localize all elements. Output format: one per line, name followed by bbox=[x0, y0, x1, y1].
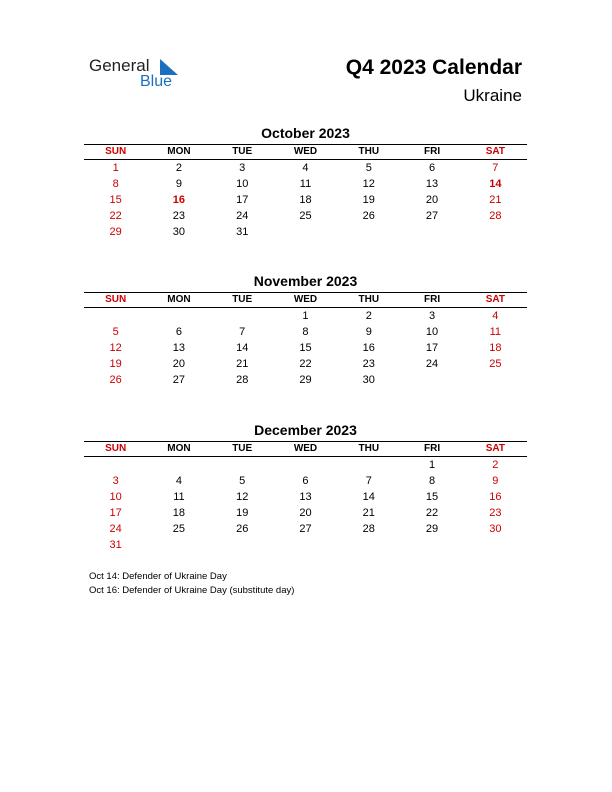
day-cell: 26 bbox=[236, 523, 249, 535]
day-cell: 10 bbox=[236, 178, 249, 190]
day-cell: 18 bbox=[299, 194, 312, 206]
day-cell bbox=[400, 537, 463, 553]
day-cell: 21 bbox=[362, 507, 375, 519]
day-cell: 31 bbox=[236, 226, 249, 238]
month-title: October 2023 bbox=[261, 125, 350, 141]
day-cell bbox=[147, 537, 210, 553]
day-cell bbox=[147, 308, 210, 324]
holiday-note: Oct 16: Defender of Ukraine Day (substitute day) bbox=[89, 585, 295, 596]
month-title: December 2023 bbox=[254, 422, 357, 438]
day-cell: 8 bbox=[428, 475, 436, 487]
day-cell: 22 bbox=[425, 507, 439, 519]
country-name: Ukraine bbox=[463, 86, 522, 105]
day-cell: 19 bbox=[236, 507, 249, 519]
weekday-header-row bbox=[84, 292, 527, 308]
weekday-label: THU bbox=[358, 294, 380, 305]
day-cell: 2 bbox=[365, 310, 372, 322]
day-cell bbox=[337, 537, 400, 553]
day-cell: 20 bbox=[172, 358, 186, 370]
day-cell bbox=[274, 457, 337, 473]
day-cell bbox=[400, 224, 463, 240]
day-cell: 1 bbox=[302, 310, 309, 322]
weekday-label: SUN bbox=[105, 146, 127, 157]
day-cell: 27 bbox=[299, 523, 312, 535]
month-december bbox=[84, 421, 527, 553]
day-cell bbox=[211, 537, 274, 553]
day-cell: 7 bbox=[365, 475, 372, 487]
day-cell bbox=[211, 308, 274, 324]
day-cell: 20 bbox=[425, 194, 439, 206]
week-row bbox=[84, 176, 527, 192]
weekday-label: SUN bbox=[105, 443, 127, 454]
day-cell: 12 bbox=[236, 491, 249, 503]
weekday-label: TUE bbox=[232, 443, 253, 454]
week-row bbox=[84, 308, 527, 324]
day-cell: 24 bbox=[236, 210, 249, 222]
day-cell bbox=[211, 457, 274, 473]
day-cell bbox=[84, 457, 147, 473]
weekday-label: WED bbox=[293, 294, 318, 305]
week-row bbox=[84, 537, 527, 553]
calendar-title: Q4 2023 Calendar bbox=[345, 56, 522, 79]
day-cell: 26 bbox=[109, 374, 122, 386]
day-cell bbox=[147, 457, 210, 473]
day-cell: 14 bbox=[236, 342, 249, 354]
weekday-label: FRI bbox=[423, 443, 441, 454]
weekday-header-row bbox=[84, 144, 527, 160]
day-cell: 23 bbox=[489, 507, 502, 519]
week-row bbox=[84, 489, 527, 505]
day-cell: 4 bbox=[175, 475, 182, 487]
weekday-label: FRI bbox=[423, 146, 441, 157]
day-cell: 9 bbox=[492, 475, 499, 487]
day-cell: 15 bbox=[109, 194, 122, 206]
day-cell: 12 bbox=[362, 178, 375, 190]
day-cell: 10 bbox=[425, 326, 439, 338]
day-cell: 14 bbox=[362, 491, 375, 503]
day-cell: 7 bbox=[492, 162, 499, 174]
week-row bbox=[84, 521, 527, 537]
day-cell: 17 bbox=[109, 507, 122, 519]
day-cell: 15 bbox=[425, 491, 439, 503]
day-cell: 18 bbox=[172, 507, 186, 519]
weekday-label: MON bbox=[167, 294, 191, 305]
day-cell: 13 bbox=[299, 491, 312, 503]
day-cell: 8 bbox=[112, 178, 119, 190]
day-cell: 30 bbox=[489, 523, 502, 535]
day-cell: 26 bbox=[362, 210, 375, 222]
weekday-label: SAT bbox=[485, 294, 505, 305]
day-cell: 27 bbox=[425, 210, 439, 222]
day-cell: 15 bbox=[299, 342, 312, 354]
weekday-label: THU bbox=[358, 443, 380, 454]
day-cell: 27 bbox=[172, 374, 186, 386]
holiday-notes bbox=[89, 570, 294, 598]
day-cell: 1 bbox=[428, 459, 436, 471]
day-cell: 28 bbox=[236, 374, 249, 386]
day-cell: 8 bbox=[302, 326, 309, 338]
day-cell: 6 bbox=[302, 475, 309, 487]
weekday-label: SAT bbox=[485, 443, 505, 454]
day-cell: 29 bbox=[109, 226, 122, 238]
day-cell: 24 bbox=[109, 523, 122, 535]
weekday-label: TUE bbox=[232, 146, 253, 157]
day-cell: 3 bbox=[239, 162, 246, 174]
day-cell: 17 bbox=[425, 342, 439, 354]
week-row bbox=[84, 457, 527, 473]
holiday-note: Oct 14: Defender of Ukraine Day bbox=[89, 571, 227, 582]
day-cell: 17 bbox=[236, 194, 249, 206]
day-cell: 19 bbox=[109, 358, 122, 370]
day-cell: 4 bbox=[492, 310, 499, 322]
day-cell: 19 bbox=[362, 194, 375, 206]
month-november bbox=[84, 272, 527, 388]
week-row bbox=[84, 505, 527, 521]
day-cell bbox=[274, 537, 337, 553]
week-row bbox=[84, 192, 527, 208]
week-row bbox=[84, 372, 527, 388]
day-cell: 9 bbox=[175, 178, 182, 190]
day-cell bbox=[84, 308, 147, 324]
day-cell: 2 bbox=[492, 459, 499, 471]
day-cell: 16 bbox=[172, 194, 186, 206]
day-cell: 5 bbox=[239, 475, 246, 487]
logo-text-general: General bbox=[89, 56, 150, 75]
week-row bbox=[84, 160, 527, 176]
day-cell: 24 bbox=[425, 358, 439, 370]
day-cell: 11 bbox=[173, 491, 185, 503]
day-cell: 9 bbox=[365, 326, 372, 338]
day-cell: 13 bbox=[172, 342, 186, 354]
weekday-header-row bbox=[84, 441, 527, 457]
weekday-label: FRI bbox=[423, 294, 441, 305]
day-cell: 23 bbox=[362, 358, 375, 370]
generalblue-logo bbox=[89, 56, 189, 94]
day-cell: 22 bbox=[109, 210, 122, 222]
day-cell: 28 bbox=[489, 210, 502, 222]
day-cell: 23 bbox=[172, 210, 186, 222]
month-october bbox=[84, 124, 527, 240]
day-cell: 16 bbox=[489, 491, 502, 503]
day-cell: 30 bbox=[362, 374, 375, 386]
day-cell bbox=[464, 372, 527, 388]
day-cell: 16 bbox=[362, 342, 375, 354]
day-cell bbox=[337, 224, 400, 240]
week-row bbox=[84, 340, 527, 356]
day-cell: 29 bbox=[299, 374, 312, 386]
day-cell: 1 bbox=[112, 162, 119, 174]
day-cell: 29 bbox=[425, 523, 439, 535]
day-cell: 11 bbox=[299, 178, 312, 190]
month-title: November 2023 bbox=[253, 273, 358, 289]
day-cell: 25 bbox=[489, 358, 502, 370]
logo-text-blue: Blue bbox=[140, 73, 173, 90]
weekday-label: MON bbox=[167, 146, 191, 157]
weekday-label: SAT bbox=[485, 146, 505, 157]
weekday-label: WED bbox=[293, 146, 318, 157]
day-cell: 10 bbox=[109, 491, 122, 503]
day-cell bbox=[337, 457, 400, 473]
week-row bbox=[84, 356, 527, 372]
day-cell: 20 bbox=[299, 507, 312, 519]
day-cell: 14 bbox=[489, 178, 502, 190]
day-cell: 5 bbox=[365, 162, 372, 174]
day-cell: 4 bbox=[302, 162, 309, 174]
week-row bbox=[84, 208, 527, 224]
day-cell bbox=[464, 224, 527, 240]
day-cell bbox=[464, 537, 527, 553]
day-cell: 11 bbox=[489, 326, 502, 338]
day-cell: 18 bbox=[489, 342, 502, 354]
week-row bbox=[84, 473, 527, 489]
day-cell: 28 bbox=[362, 523, 375, 535]
day-cell bbox=[400, 372, 463, 388]
day-cell: 21 bbox=[489, 194, 502, 206]
day-cell: 31 bbox=[109, 539, 122, 551]
day-cell: 3 bbox=[428, 310, 436, 322]
weekday-label: SUN bbox=[105, 294, 127, 305]
day-cell: 13 bbox=[425, 178, 439, 190]
day-cell: 21 bbox=[236, 358, 249, 370]
day-cell: 30 bbox=[172, 226, 186, 238]
day-cell: 6 bbox=[175, 326, 182, 338]
day-cell: 12 bbox=[109, 342, 122, 354]
weekday-label: MON bbox=[167, 443, 191, 454]
day-cell bbox=[274, 224, 337, 240]
week-row bbox=[84, 324, 527, 340]
day-cell: 3 bbox=[112, 475, 119, 487]
day-cell: 22 bbox=[299, 358, 312, 370]
day-cell: 7 bbox=[239, 326, 246, 338]
day-cell: 6 bbox=[428, 162, 436, 174]
day-cell: 2 bbox=[175, 162, 182, 174]
day-cell: 5 bbox=[112, 326, 119, 338]
weekday-label: THU bbox=[358, 146, 380, 157]
day-cell: 25 bbox=[172, 523, 186, 535]
weekday-label: WED bbox=[293, 443, 318, 454]
week-row bbox=[84, 224, 527, 240]
weekday-label: TUE bbox=[232, 294, 253, 305]
day-cell: 25 bbox=[299, 210, 312, 222]
